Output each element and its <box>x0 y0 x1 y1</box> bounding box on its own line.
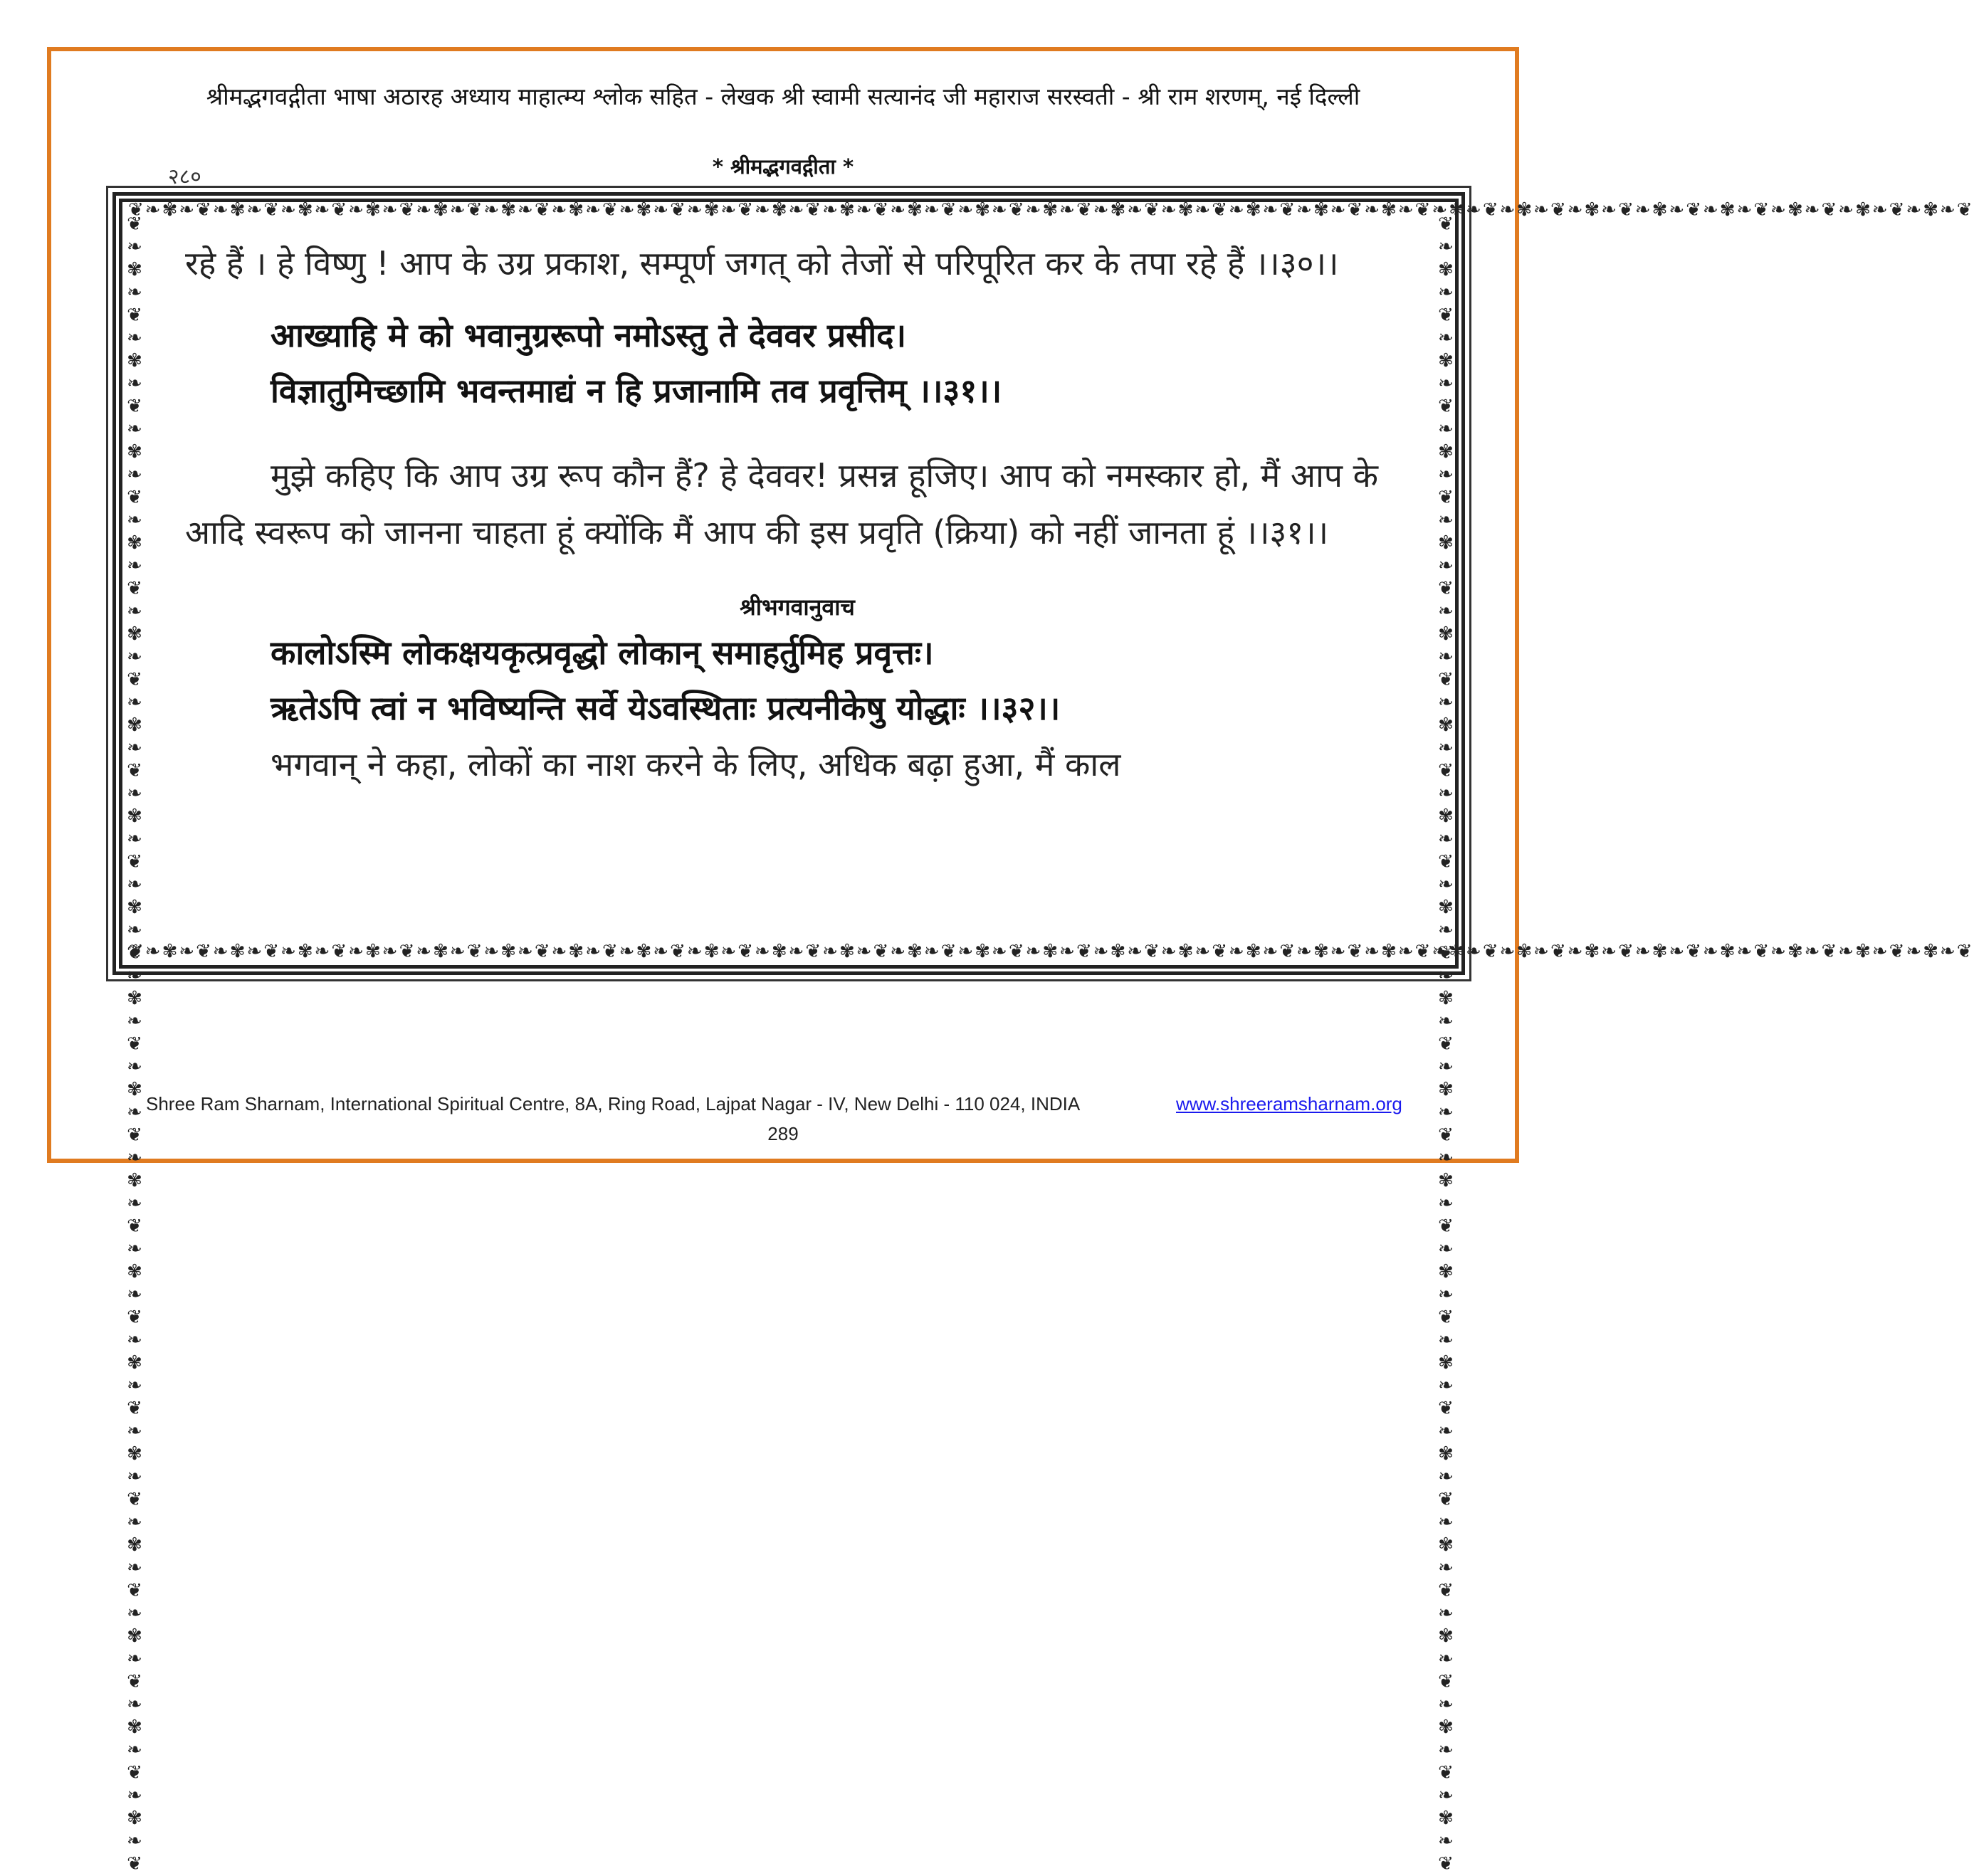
footer-page-number: 289 <box>767 1123 799 1144</box>
ornament-border-left: ❦❧✾❧❦❧✾❧❦❧✾❧❦❧✾❧❦❧✾❧❦❧✾❧❦❧✾❧❦❧✾❧❦❧✾❧❦❧✾❧❦❧✾❧❦❧✾❧❦❧✾❧❦❧✾❧❦❧✾❧❦❧✾❧❦❧✾❧❦❧✾❧❦ <box>124 214 145 1876</box>
shloka-32-line-2: ऋतेऽपि त्वां न भविष्यन्ति सर्वे येऽवस्थिताः प्रत्यनीकेषु योद्धाः ।।३२।। <box>271 689 1061 727</box>
shloka-32-line-1: कालोऽस्मि लोकक्षयकृत्प्रवृद्धो लोकान् समाहर्तुमिह प्रवृत्तः। <box>271 633 934 672</box>
website-link[interactable]: www.shreeramsharnam.org <box>1176 1093 1402 1114</box>
ornament-border-right: ❦❧✾❧❦❧✾❧❦❧✾❧❦❧✾❧❦❧✾❧❦❧✾❧❦❧✾❧❦❧✾❧❦❧✾❧❦❧✾❧❦❧✾❧❦❧✾❧❦❧✾❧❦❧✾❧❦❧✾❧❦❧✾❧❦❧✾❧❦❧✾❧❦ <box>1435 214 1456 1876</box>
document-header-title: श्रीमद्भगवद्गीता भाषा अठारह अध्याय माहात्म्य श्लोक सहित - लेखक श्री स्वामी सत्यानंद जी महाराज सरस्वती - श्री राम शरणम्, नई दिल्ली <box>206 83 1360 110</box>
shloka-31-line-1: आख्याहि मे को भवानुग्ररूपो नमोऽस्तु ते देववर प्रसीद। <box>271 316 906 354</box>
footer-address: Shree Ram Sharnam, International Spiritual Centre, 8A, Ring Road, Lajpat Nagar - IV, New Delhi - 110 024, INDIA <box>146 1093 1081 1114</box>
scripture-content <box>185 235 1409 793</box>
shloka-31-line-2: विज्ञातुमिच्छामि भवन्तमाद्यं न हि प्रजानामि तव प्रवृत्तिम् ।।३१।। <box>271 371 1002 410</box>
speaker-heading: श्रीभगवानुवाच <box>740 594 855 621</box>
ornament-border-bottom: ❦❧✾❧❦❧✾❧❦❧✾❧❦❧✾❧❦❧✾❧❦❧✾❧❦❧✾❧❦❧✾❧❦❧✾❧❦❧✾❧❦❧✾❧❦❧✾❧❦❧✾❧❦❧✾❧❦❧✾❧❦❧✾❧❦❧✾❧❦❧✾❧❦❧✾❧❦❧✾❧❦❧✾❧❦❧✾❧❦❧✾❧❦❧✾❧❦❧✾❧❦❧✾❧❦❧✾❧❦ <box>128 941 1974 962</box>
translation-verse-31: मुझे कहिए कि आप उग्र रूप कौन हैं? हे देववर! प्रसन्न हूजिए। आप को नमस्कार हो, मैं आप के आदि स्वरूप को जानना चाहता हूं क्योंकि मैं आप की इस प्रवृति (क्रिया) को नहीं जानता हूं ।।३१।। <box>185 456 1379 552</box>
translation-verse-30: रहे हैं । हे विष्णु ! आप के उग्र प्रकाश, सम्पूर्ण जगत् को तेजों से परिपूरित कर के तपा रहे हैं ।।३०।। <box>185 244 1339 283</box>
running-head: * श्रीमद्भगवद्गीता * <box>712 154 854 179</box>
translation-verse-32-start: भगवान् ने कहा, लोकों का नाश करने के लिए, अधिक बढ़ा हुआ, मैं काल <box>271 745 1121 784</box>
book-page-number: २८० <box>168 164 201 189</box>
ornament-border-top: ❦❧✾❧❦❧✾❧❦❧✾❧❦❧✾❧❦❧✾❧❦❧✾❧❦❧✾❧❦❧✾❧❦❧✾❧❦❧✾❧❦❧✾❧❦❧✾❧❦❧✾❧❦❧✾❧❦❧✾❧❦❧✾❧❦❧✾❧❦❧✾❧❦❧✾❧❦❧✾❧❦❧✾❧❦❧✾❧❦❧✾❧❦❧✾❧❦❧✾❧❦❧✾❧❦❧✾❧❦ <box>128 199 1974 221</box>
